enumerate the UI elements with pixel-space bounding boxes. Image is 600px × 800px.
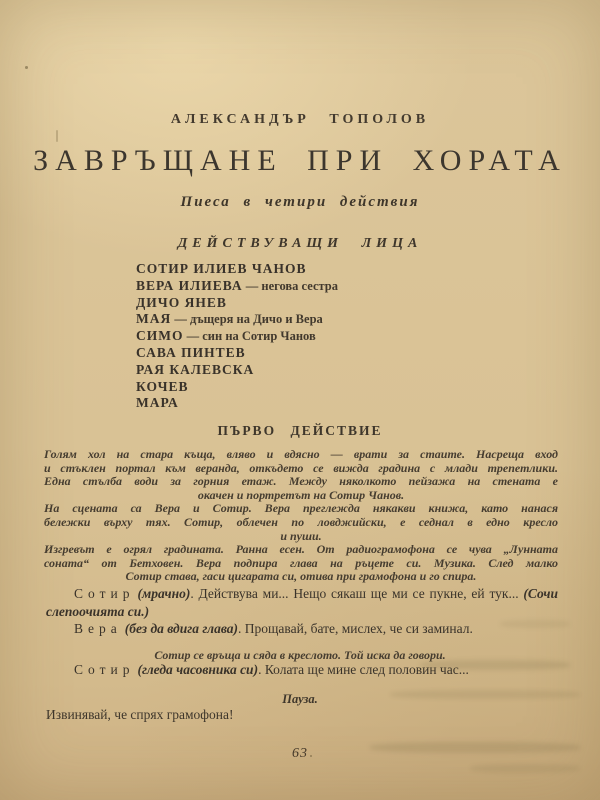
cast-member-note: — негова сестра — [242, 278, 338, 293]
speaker-name: Сотир — [74, 586, 135, 601]
dialogue-line-vera — [46, 620, 558, 638]
speech-text: . Действува ми... Нещо сякаш ще ми се пукне, ей тук... — [190, 586, 524, 601]
cast-member — [136, 345, 560, 362]
cast-member — [136, 379, 560, 396]
speaker-name: Вера — [74, 621, 122, 636]
bleed-through-mark — [390, 690, 580, 699]
speech-text: . Прощавай, бате, мислех, че си заминал. — [238, 621, 473, 636]
cast-member — [136, 278, 560, 295]
stage-direction-line: и пуши. — [280, 528, 322, 543]
act-heading: ПЪРВО ДЕЙСТВИЕ — [217, 423, 383, 438]
stage-direction-line: На сцената са Вера и Сотир. Вера преглежда някакви книжа, като нанася — [44, 501, 558, 516]
bleed-through-mark — [420, 660, 570, 670]
cast-member — [136, 311, 560, 328]
bleed-through-mark — [470, 764, 580, 773]
cast-list — [136, 261, 560, 412]
bleed-through-mark — [500, 620, 570, 628]
cast-member-name: САВА ПИНТЕВ — [136, 344, 246, 360]
cast-member-name: СОТИР ИЛИЕВ ЧАНОВ — [136, 261, 307, 276]
stage-direction-line: окачен и портретът на Сотир Чанов. — [197, 487, 405, 502]
cast-member-name: МАРА — [136, 395, 179, 411]
cast-heading: ДЕЙСТВУВАЩИ ЛИЦА — [177, 236, 423, 251]
cast-member — [136, 261, 560, 278]
cast-member — [136, 295, 560, 312]
page-number: 63 — [292, 746, 308, 761]
dialogue-line-sotir-1 — [46, 585, 558, 620]
stage-direction-line: бележки върху тях. Сотир, облечен по ловджийски, е седнал в едно кресло — [44, 514, 558, 529]
paper-speck — [56, 130, 58, 142]
cast-member-note: — дъщеря на Дичо и Вера — [171, 312, 323, 327]
bleed-through-mark — [370, 742, 580, 753]
stage-cue: (гледа часовника си) — [137, 662, 259, 677]
pause-line: Пауза. — [282, 692, 318, 706]
cast-member — [136, 328, 560, 345]
speaker-name: Сотир — [74, 662, 135, 677]
play-subtitle: Пиеса в четири действия — [180, 194, 420, 210]
paper-speck — [310, 755, 312, 757]
play-title: ЗАВРЪЩАНЕ ПРИ ХОРАТА — [33, 144, 567, 177]
stage-direction-line: и стъклен портал към веранда, откъдето се вижда градина с млади трепетлики. — [44, 460, 558, 475]
cast-member — [136, 362, 560, 379]
closing-line: Извинявай, че спрях грамофона! — [46, 707, 234, 722]
stage-cue: (Сочи слепоочията си.) — [46, 586, 558, 619]
cast-member-note: — син на Сотир Чанов — [183, 329, 316, 344]
stage-directions — [44, 448, 558, 584]
inline-stage-direction: Сотир се връща и сяда в креслото. Той иска да говори. — [154, 648, 446, 662]
stage-direction-line: Една стълба води за горния етаж. Между няколкото пейзажа на стената е — [44, 474, 558, 489]
cast-member-name: СИМО — [136, 328, 184, 344]
stage-direction-line: соната“ от Бетховен. Вера подпира глава на ръцете си. Музика. След малко — [44, 555, 558, 570]
stage-direction-line: Сотир става, гаси цигарата си, отива при грамофона и го спира. — [125, 569, 477, 584]
cast-member-name: РАЯ КАЛЕВСКА — [136, 361, 255, 377]
stage-direction-line: Голям хол на стара къща, вляво и вдясно — врати за стаите. Насреща вход — [44, 447, 558, 461]
paper-speck — [25, 66, 28, 69]
stage-cue: (без да вдига глава) — [124, 621, 239, 636]
author-line: АЛЕКСАНДЪР ТОПОЛОВ — [170, 112, 430, 127]
stage-direction-line: Изгревът е огрял градината. Ранна есен. От радиограмофона се чува „Лунната — [44, 542, 558, 557]
speech-text: . Колата ще мине след половин час... — [258, 662, 469, 677]
cast-member-name: ВЕРА ИЛИЕВА — [136, 277, 243, 293]
stage-cue: (мрачно) — [137, 586, 191, 601]
cast-member-name: МАЯ — [136, 311, 172, 327]
cast-member-name: КОЧЕВ — [136, 378, 189, 394]
cast-member — [136, 395, 560, 412]
cast-member-name: ДИЧО ЯНЕВ — [136, 294, 227, 310]
